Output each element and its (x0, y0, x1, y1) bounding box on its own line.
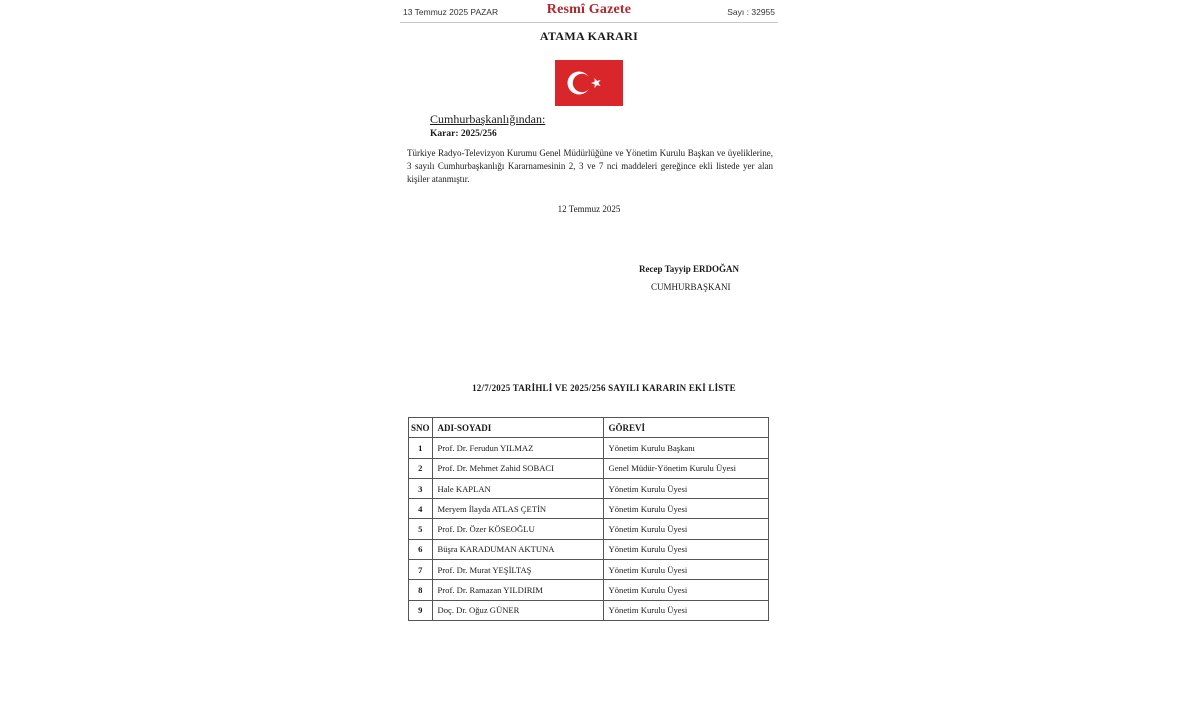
table-row (409, 499, 769, 519)
row-sno: 9 (409, 600, 433, 620)
row-role: Yönetim Kurulu Üyesi (603, 519, 768, 539)
decision-date: 12 Temmuz 2025 (557, 204, 621, 214)
decision-number: Karar: 2025/256 (430, 129, 497, 139)
row-role: Yönetim Kurulu Üyesi (603, 600, 768, 620)
row-name: Doç. Dr. Oğuz GÜNER (432, 600, 603, 620)
row-name: Büşra KARADUMAN AKTUNA (432, 539, 603, 559)
row-sno: 8 (409, 580, 433, 600)
signer-title: CUMHURBAŞKANI (651, 282, 731, 292)
table-row (409, 458, 769, 478)
row-role: Yönetim Kurulu Üyesi (603, 539, 768, 559)
table-row (409, 560, 769, 580)
gazette-page (398, 0, 780, 640)
row-name: Prof. Dr. Ferudun YILMAZ (432, 438, 603, 458)
table-row (409, 438, 769, 458)
row-role: Genel Müdür-Yönetim Kurulu Üyesi (603, 458, 768, 478)
appointee-table-body (409, 438, 769, 621)
flag-crescent-inner (573, 74, 591, 92)
row-role: Yönetim Kurulu Üyesi (603, 499, 768, 519)
row-role: Yönetim Kurulu Üyesi (603, 560, 768, 580)
row-sno: 6 (409, 539, 433, 559)
turkish-flag-icon (555, 60, 623, 106)
row-role: Yönetim Kurulu Üyesi (603, 478, 768, 498)
row-sno: 5 (409, 519, 433, 539)
gazette-header (400, 0, 778, 23)
table-row (409, 600, 769, 620)
row-name: Prof. Dr. Özer KÖSEOĞLU (432, 519, 603, 539)
row-sno: 2 (409, 458, 433, 478)
row-name: Prof. Dr. Murat YEŞİLTAŞ (432, 560, 603, 580)
column-header-name: ADI-SOYADI (432, 418, 603, 438)
row-name: Meryem İlayda ATLAS ÇETİN (432, 499, 603, 519)
issuing-authority: Cumhurbaşkanlığından: (430, 112, 546, 126)
table-row (409, 519, 769, 539)
document-title: ATAMA KARARI (539, 29, 639, 43)
row-role: Yönetim Kurulu Başkanı (603, 438, 768, 458)
table-header-row (409, 418, 769, 438)
table-row (409, 539, 769, 559)
row-name: Prof. Dr. Mehmet Zahid SOBACI (432, 458, 603, 478)
column-header-sno: SNO (409, 418, 433, 438)
row-sno: 1 (409, 438, 433, 458)
table-row (409, 580, 769, 600)
table-row (409, 478, 769, 498)
decision-body-text: Türkiye Radyo-Televizyon Kurumu Genel Müdürlüğüne ve Yönetim Kurulu Başkan ve üyeliklerine, 3 sayılı Cumhurbaşkanlığı Kararnamesinin 2, 3 ve 7 nci maddeleri gereğince ekli listede yer alan kişiler atanmıştır. (407, 148, 773, 184)
header-issue-number: Sayı : 32955 (727, 7, 775, 17)
row-name: Hale KAPLAN (432, 478, 603, 498)
row-sno: 7 (409, 560, 433, 580)
column-header-role: GÖREVİ (603, 418, 768, 438)
appointee-table (408, 417, 769, 621)
row-name: Prof. Dr. Ramazan YILDIRIM (432, 580, 603, 600)
row-role: Yönetim Kurulu Üyesi (603, 580, 768, 600)
row-sno: 3 (409, 478, 433, 498)
header-title: Resmî Gazete (546, 2, 632, 17)
header-date: 13 Temmuz 2025 PAZAR (403, 7, 499, 17)
annex-list-title: 12/7/2025 TARİHLİ VE 2025/256 SAYILI KARARIN EKİ LİSTE (472, 383, 736, 393)
signer-name: Recep Tayyip ERDOĞAN (639, 264, 740, 274)
row-sno: 4 (409, 499, 433, 519)
